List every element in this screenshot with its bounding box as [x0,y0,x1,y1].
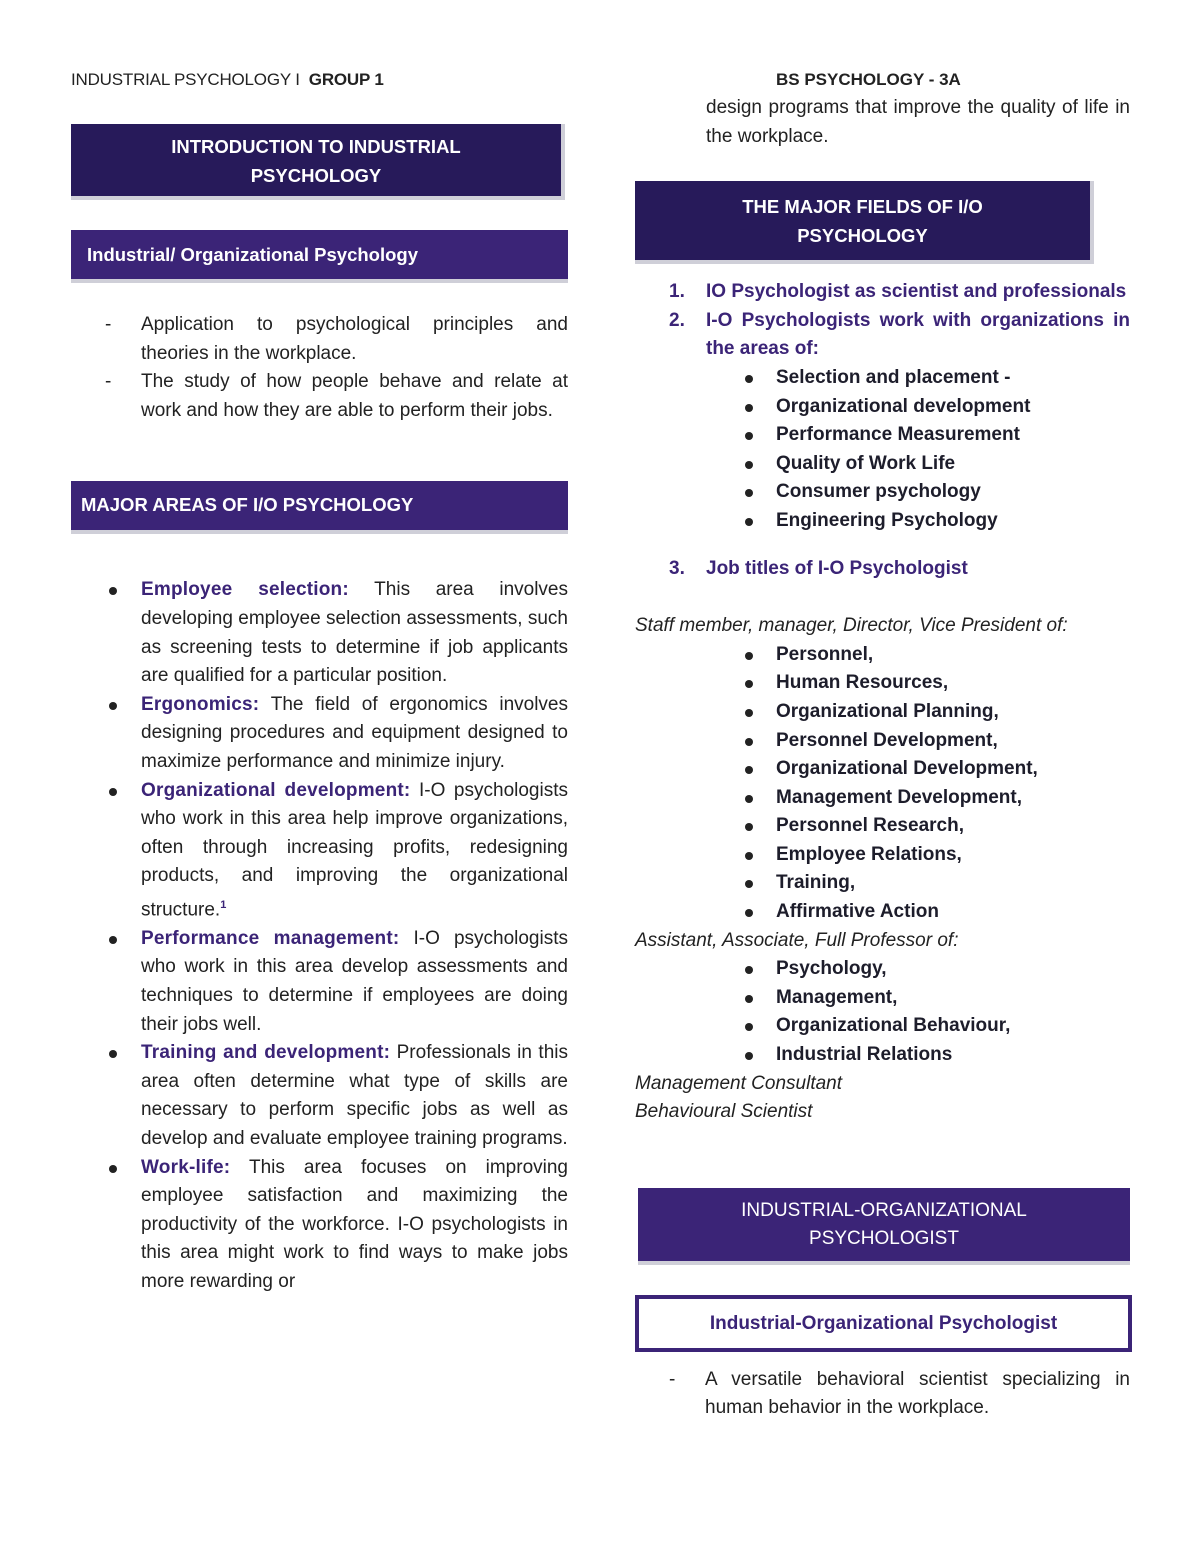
numbered-item: 2. I-O Psychologists work with organizations in the areas of: [669,309,1130,360]
bullet-icon [745,404,753,412]
dash-marker: - [105,371,112,393]
definition-list [71,311,568,425]
heading-line2: PSYCHOLOGIST [809,1227,959,1249]
bullet-icon [745,738,753,746]
section-heading-major-areas [71,481,568,534]
list-item: Organizational Behaviour, [635,1012,1130,1041]
course-header [71,70,384,90]
bullet-icon [745,1052,753,1060]
bullet-icon [109,587,117,595]
footnote-marker[interactable]: 1 [220,898,227,911]
list-item: Psychology, [635,955,1130,984]
bullet-icon [745,489,753,497]
list-item: - The study of how people behave and relate at work and how they are able to perform their jobs. [71,368,568,425]
group-label: GROUP 1 [308,70,384,89]
page-title-line2: PSYCHOLOGY [250,165,382,186]
job-titles-heading-list [635,555,1130,584]
list-item: Engineering Psychology [635,507,1130,536]
consultant-title: Management Consultant [635,1072,843,1094]
list-item: Employee Relations, [635,841,1130,870]
list-item: Selection and placement - [635,364,1130,393]
bullet-icon [109,1050,117,1058]
bullet-icon [745,966,753,974]
course-title: INDUSTRIAL PSYCHOLOGY I [71,70,300,89]
bullet-icon [745,795,753,803]
scientist-title: Behavioural Scientist [635,1101,813,1123]
section-label: BS PSYCHOLOGY - 3A [776,70,961,89]
numbered-item: 3. Job titles of I-O Psychologist [669,557,968,579]
list-item: Personnel Research, [635,812,1130,841]
list-item: Organizational development: I-O psychologists who work in this area help improve organizations, often through increasing profits, redesigning products, and improving the organizational structure.$^1$ [71,777,568,925]
staff-intro: Staff member, manager, Director, Vice President of: [635,615,1068,637]
right-column [635,94,1130,1423]
list-item: Management, [635,984,1130,1013]
list-item: Ergonomics: The field of ergonomics involves designing procedures and equipment designed to maximize performance and minimize injury. [71,691,568,777]
bullet-icon [745,518,753,526]
areas-of-work-list [635,364,1130,536]
bullet-icon [745,652,753,660]
section-heading-major-fields [635,181,1094,264]
bullet-icon [745,432,753,440]
list-item: Organizational Development, [635,755,1130,784]
continuation-text: design programs that improve the quality of life in the workplace. [706,97,1130,147]
list-item: Training, [635,869,1130,898]
left-column [71,124,568,1297]
bullet-icon [745,709,753,717]
bullet-icon [745,766,753,774]
bullet-icon [109,936,117,944]
bullet-icon [109,702,117,710]
list-item: Performance management: I-O psychologists who work in this area develop assessments and techniques to determine if employees are doing their jobs well. [71,925,568,1039]
list-item: - A versatile behavioral scientist specializing in human behavior in the workplace. [635,1366,1130,1423]
bullet-icon [109,1165,117,1173]
professor-titles-list [635,955,1130,1069]
professor-intro: Assistant, Associate, Full Professor of: [635,929,959,951]
bullet-icon [745,852,753,860]
bullet-icon [745,680,753,688]
bullet-icon [745,880,753,888]
bullet-icon [745,995,753,1003]
bullet-icon [745,909,753,917]
list-item: Organizational Planning, [635,698,1130,727]
list-item: Work-life: This area focuses on improving employee satisfaction and maximizing the productivity of the workforce. I-O psychologists in this area might work to find ways to make jobs more rewarding or [71,1154,568,1297]
io-psychologist-definition-list [635,1366,1130,1423]
bullet-icon [745,461,753,469]
list-item: Organizational development [635,393,1130,422]
list-item: Training and development: Professionals in this area often determine what type of skills are necessary to perform specific jobs as well as develop and evaluate employee training programs. [71,1039,568,1153]
list-item: Employee selection: This area involves developing employee selection assessments, such as screening tests to determine if job applicants are qualified for a particular position. [71,576,568,690]
section-heading-io-psychologist [638,1188,1130,1265]
numbered-item: 1. IO Psychologist as scientist and professionals [669,281,1127,303]
major-fields-list [635,278,1130,364]
heading-line1: INDUSTRIAL-ORGANIZATIONAL [741,1199,1027,1221]
page-title-line1: INTRODUCTION TO INDUSTRIAL [171,136,461,157]
heading-line1: THE MAJOR FIELDS OF I/O [742,196,983,218]
list-item: Personnel, [635,641,1130,670]
list-item: Personnel Development, [635,727,1130,756]
section-heading-io-psychology [71,230,568,283]
bullet-icon [745,823,753,831]
list-item: Management Development, [635,784,1130,813]
dash-marker: - [105,314,112,335]
list-item: Performance Measurement [635,421,1130,450]
list-item: Quality of Work Life [635,450,1130,479]
bullet-icon [745,1023,753,1031]
dash-marker: - [669,1368,676,1390]
list-item: - Application to psychological principles and theories in the workplace. [71,311,568,368]
staff-titles-list [635,641,1130,927]
list-item: Affirmative Action [635,898,1130,927]
list-item: Industrial Relations [635,1041,1130,1070]
bullet-icon [745,375,753,383]
list-item: Human Resources, [635,669,1130,698]
heading-line2: PSYCHOLOGY [797,225,928,247]
section-heading-text: Industrial/ Organizational Psychology [87,244,419,265]
page-title-box [71,124,565,200]
list-item: Consumer psychology [635,478,1130,507]
section-heading-text: MAJOR AREAS OF I/O PSYCHOLOGY [81,494,414,516]
major-areas-list [71,576,568,1296]
bullet-icon [109,788,117,796]
subheading-io-psychologist: Industrial-Organizational Psychologist [635,1295,1132,1352]
